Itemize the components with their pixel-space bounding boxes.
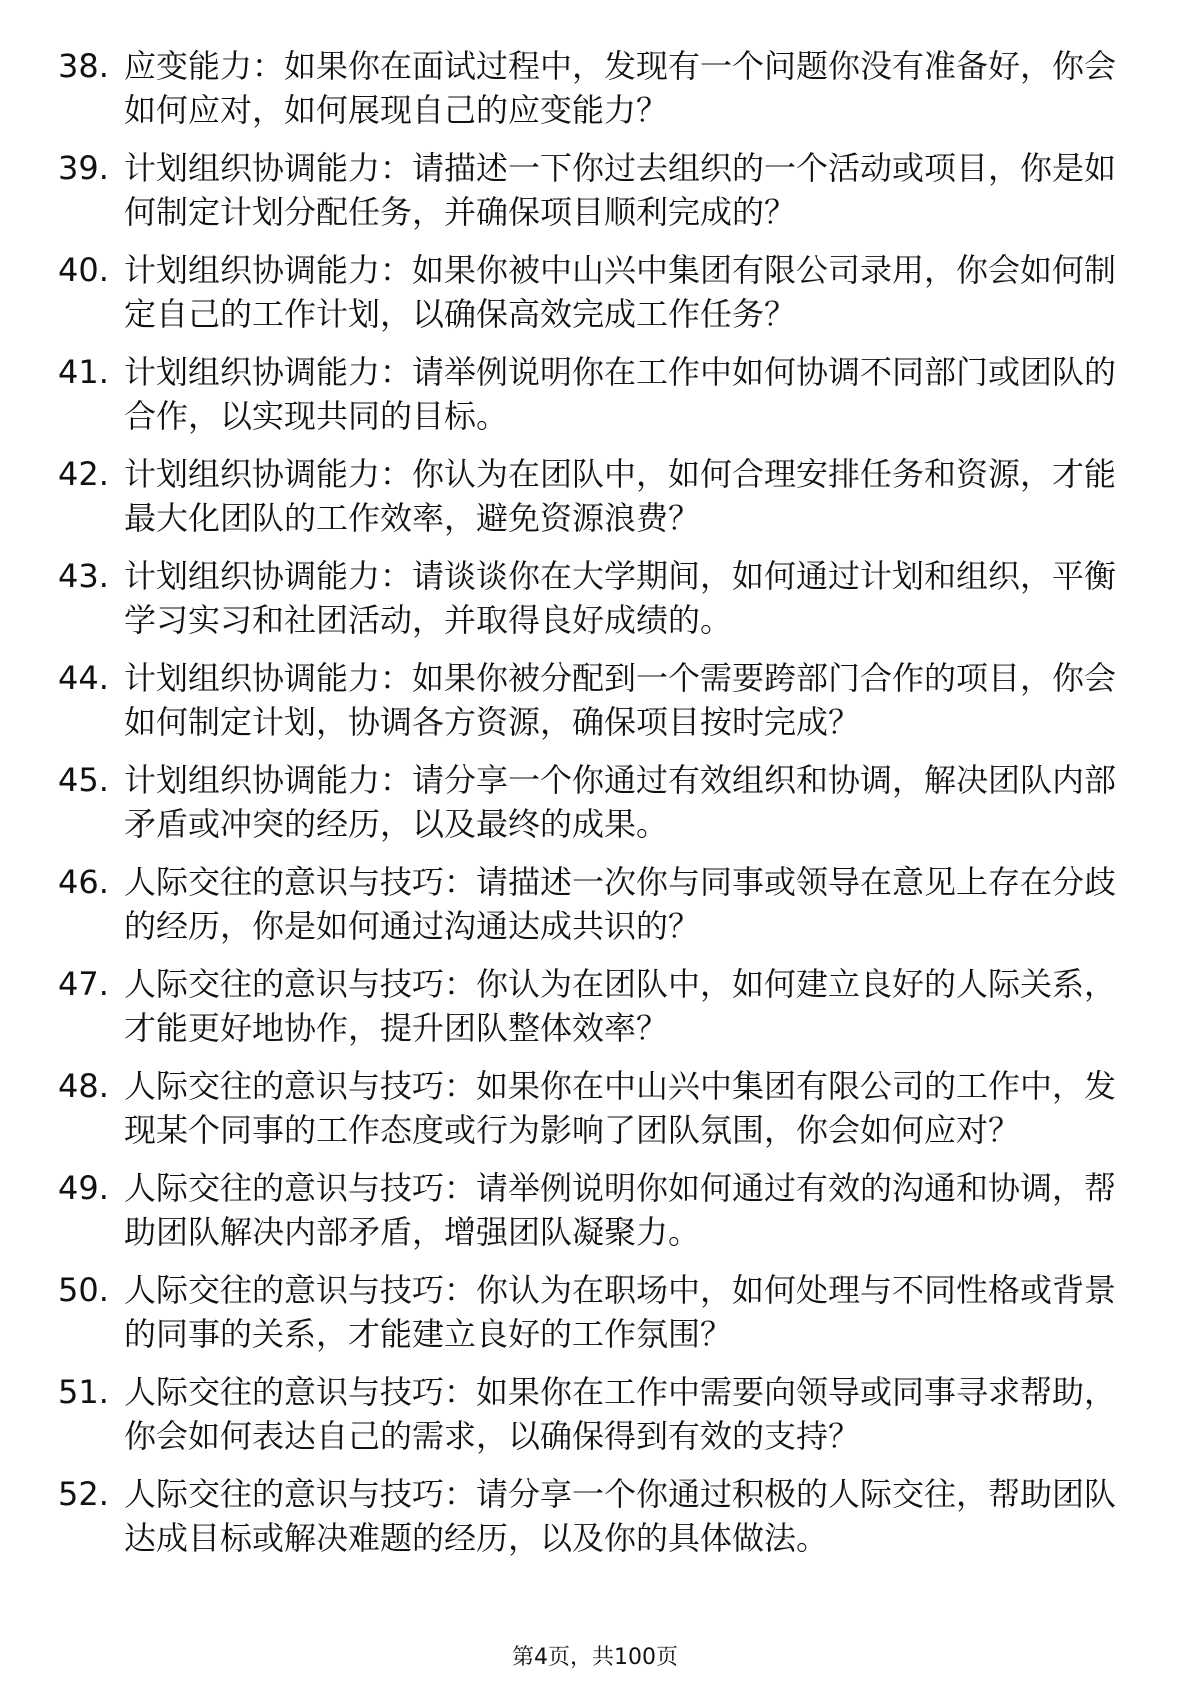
question-text: 计划组织协调能力：请分享一个你通过有效组织和协调，解决团队内部矛盾或冲突的经历，以及最终的成果。 bbox=[124, 761, 1117, 843]
question-number: 38. bbox=[58, 47, 109, 85]
question-number: 48. bbox=[58, 1067, 109, 1105]
question-item bbox=[58, 1472, 1118, 1560]
question-item bbox=[58, 1370, 1118, 1458]
question-item bbox=[58, 656, 1118, 744]
question-text: 人际交往的意识与技巧：如果你在中山兴中集团有限公司的工作中，发现某个同事的工作态度或行为影响了团队氛围，你会如何应对？ bbox=[124, 1067, 1117, 1149]
question-number: 40. bbox=[58, 251, 109, 289]
question-number: 45. bbox=[58, 761, 109, 799]
question-item bbox=[58, 554, 1118, 642]
question-text: 应变能力：如果你在面试过程中，发现有一个问题你没有准备好，你会如何应对，如何展现自己的应变能力？ bbox=[124, 47, 1117, 129]
question-item bbox=[58, 248, 1118, 336]
question-number: 49. bbox=[58, 1169, 109, 1207]
question-list bbox=[58, 44, 1118, 1574]
page-number-footer: 第4页，共100页 bbox=[512, 1645, 678, 1670]
question-item bbox=[58, 1268, 1118, 1356]
question-item bbox=[58, 758, 1118, 846]
question-item bbox=[58, 1064, 1118, 1152]
question-item bbox=[58, 44, 1118, 132]
question-text: 人际交往的意识与技巧：请分享一个你通过积极的人际交往，帮助团队达成目标或解决难题的经历，以及你的具体做法。 bbox=[124, 1475, 1117, 1557]
question-number: 52. bbox=[58, 1475, 109, 1513]
question-number: 39. bbox=[58, 149, 109, 187]
question-text: 计划组织协调能力：如果你被中山兴中集团有限公司录用，你会如何制定自己的工作计划，以确保高效完成工作任务？ bbox=[124, 251, 1117, 333]
question-text: 计划组织协调能力：如果你被分配到一个需要跨部门合作的项目，你会如何制定计划，协调各方资源，确保项目按时完成？ bbox=[124, 659, 1117, 741]
question-number: 50. bbox=[58, 1271, 109, 1309]
question-number: 47. bbox=[58, 965, 109, 1003]
question-item bbox=[58, 860, 1118, 948]
question-number: 43. bbox=[58, 557, 109, 595]
question-number: 42. bbox=[58, 455, 109, 493]
question-text: 人际交往的意识与技巧：请描述一次你与同事或领导在意见上存在分歧的经历，你是如何通过沟通达成共识的？ bbox=[124, 863, 1117, 945]
question-text: 人际交往的意识与技巧：请举例说明你如何通过有效的沟通和协调，帮助团队解决内部矛盾，增强团队凝聚力。 bbox=[124, 1169, 1117, 1251]
question-number: 51. bbox=[58, 1373, 109, 1411]
question-text: 计划组织协调能力：请谈谈你在大学期间，如何通过计划和组织，平衡学习实习和社团活动，并取得良好成绩的。 bbox=[124, 557, 1117, 639]
question-item bbox=[58, 350, 1118, 438]
question-number: 46. bbox=[58, 863, 109, 901]
question-number: 41. bbox=[58, 353, 109, 391]
question-number: 44. bbox=[58, 659, 109, 697]
question-text: 计划组织协调能力：请举例说明你在工作中如何协调不同部门或团队的合作，以实现共同的目标。 bbox=[124, 353, 1117, 435]
question-text: 计划组织协调能力：请描述一下你过去组织的一个活动或项目，你是如何制定计划分配任务，并确保项目顺利完成的？ bbox=[124, 149, 1117, 231]
question-text: 人际交往的意识与技巧：你认为在职场中，如何处理与不同性格或背景的同事的关系，才能建立良好的工作氛围？ bbox=[124, 1271, 1117, 1353]
question-item bbox=[58, 452, 1118, 540]
question-item bbox=[58, 1166, 1118, 1254]
question-item bbox=[58, 962, 1118, 1050]
question-text: 人际交往的意识与技巧：如果你在工作中需要向领导或同事寻求帮助，你会如何表达自己的需求，以确保得到有效的支持？ bbox=[124, 1373, 1117, 1455]
question-item bbox=[58, 146, 1118, 234]
question-text: 人际交往的意识与技巧：你认为在团队中，如何建立良好的人际关系，才能更好地协作，提升团队整体效率？ bbox=[124, 965, 1117, 1047]
question-text: 计划组织协调能力：你认为在团队中，如何合理安排任务和资源，才能最大化团队的工作效率，避免资源浪费？ bbox=[124, 455, 1117, 537]
